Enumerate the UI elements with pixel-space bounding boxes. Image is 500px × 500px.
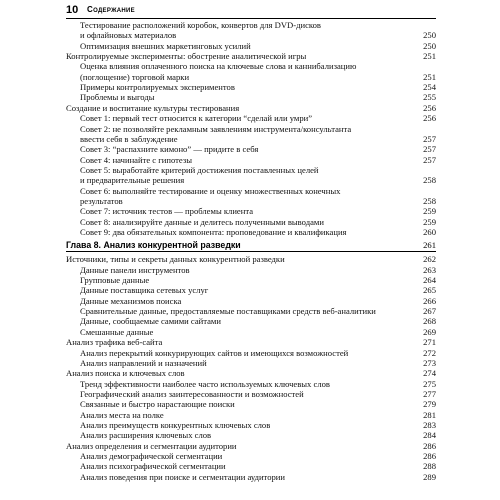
toc-entry-page: 259 bbox=[423, 216, 436, 227]
toc-entry-page: 254 bbox=[423, 82, 436, 93]
toc-entry-title: (поглощение) торговой марки bbox=[80, 71, 190, 82]
toc-entry-title: Анализ места на полке bbox=[80, 409, 164, 420]
running-title: Содержание bbox=[87, 5, 135, 14]
toc-entry-page: 260 bbox=[423, 227, 436, 237]
toc-entry-page: 279 bbox=[423, 399, 436, 410]
header-rule bbox=[66, 18, 436, 19]
toc-entry-title: Создание и воспитание культуры тестирования bbox=[66, 102, 240, 113]
toc-entry-title: Совет 3: “распахните кимоно” — придите в себя bbox=[80, 144, 259, 155]
toc-entry-page: 277 bbox=[423, 388, 436, 399]
toc-entry-page: 262 bbox=[423, 254, 436, 265]
toc-entry-title: результатов bbox=[80, 195, 123, 206]
toc-entry-page: 258 bbox=[423, 175, 436, 186]
toc-entry-title: Анализ перекрытий конкурирующих сайтов и имеющихся возможностей bbox=[80, 347, 349, 358]
toc-entry-page: 256 bbox=[423, 113, 436, 124]
toc-entry-page: 286 bbox=[423, 451, 436, 461]
toc-entry-title: Примеры контролируемых экспериментов bbox=[80, 82, 235, 93]
toc-entry-title: Оценка влияния оплаченного поиска на ключевые слова и каннибализацию bbox=[80, 61, 357, 72]
toc-entry-page: 251 bbox=[423, 51, 436, 62]
toc-entry-page: 283 bbox=[423, 419, 436, 430]
toc-entry-page: 264 bbox=[423, 275, 436, 286]
toc-entry-title: Совет 9: два обязательных компонента: проповедование и квалификация bbox=[80, 227, 347, 237]
page-number: 10 bbox=[66, 4, 79, 16]
chapter-rule bbox=[66, 251, 436, 252]
toc-entry-page: 272 bbox=[423, 347, 436, 358]
toc-entry-page: 251 bbox=[423, 71, 436, 82]
toc-entry-title: Анализ направлений и назначений bbox=[80, 357, 207, 368]
toc-entry-title: Совет 6: выполняйте тестирование и оценку множественных конечных bbox=[80, 185, 341, 196]
toc-entry-page: 255 bbox=[423, 92, 436, 103]
toc-entry-title: Анализ поиска и ключевых слов bbox=[66, 368, 185, 379]
toc-entry-title: Анализ поведения при поиске и сегментации аудитории bbox=[80, 471, 285, 482]
toc-entry-title: Групповые данные bbox=[80, 275, 150, 286]
toc-entry-page: 265 bbox=[423, 285, 436, 296]
toc-entry-title: Совет 1: первый тест относится к категории “сделай или умри” bbox=[80, 113, 313, 124]
toc-entry-title: и предварительные решения bbox=[80, 175, 185, 186]
toc-entry-title: Данные механизмов поиска bbox=[80, 295, 182, 306]
toc-entry-title: Анализ психографической сегментации bbox=[80, 461, 226, 472]
toc-entry-title: Источники, типы и секреты данных конкурентной разведки bbox=[66, 254, 285, 265]
chapter-title: Глава 8. Анализ конкурентной разведки bbox=[66, 240, 241, 251]
toc-entry-page: 250 bbox=[423, 40, 436, 51]
toc-entry-title: Совет 4: начинайте с гипотезы bbox=[80, 154, 193, 165]
toc-entry-page: 250 bbox=[423, 30, 436, 41]
toc-entry-page: 289 bbox=[423, 471, 436, 482]
toc-entry-title: Связанные и быстро нарастающие поиски bbox=[80, 399, 235, 410]
toc-entry-page: 274 bbox=[423, 368, 436, 379]
toc-entry-page: 257 bbox=[423, 144, 436, 155]
toc-entry-title: Анализ расширения ключевых слов bbox=[80, 430, 212, 441]
toc-entry-title: Проблемы и выгоды bbox=[80, 92, 155, 103]
toc-entry-page: 273 bbox=[423, 357, 436, 368]
toc-entry-title: Данные панели инструментов bbox=[80, 264, 190, 275]
toc-entry-title: Сравнительные данные, предоставляемые поставщиками средств веб-аналитики bbox=[80, 306, 376, 317]
toc-entry-page: 275 bbox=[423, 378, 436, 389]
toc-entry-page: 284 bbox=[423, 430, 436, 441]
toc-entry-page: 288 bbox=[423, 461, 436, 472]
toc-entry-title: Анализ трафика веб-сайта bbox=[66, 337, 163, 348]
toc-entry-title: Совет 2: не позволяйте рекламным заявлениям инструмента/консультанта bbox=[80, 123, 352, 134]
toc-entry-page: 269 bbox=[423, 326, 436, 337]
toc-entry-page: 268 bbox=[423, 316, 436, 327]
toc-entry-title: ввести себя в заблуждение bbox=[80, 133, 178, 144]
chapter-page: 261 bbox=[423, 240, 436, 251]
toc-entry-page: 263 bbox=[423, 264, 436, 275]
toc-entry-title: Совет 5: выработайте критерий достижения поставленных целей bbox=[80, 164, 319, 175]
running-header bbox=[66, 3, 436, 17]
toc-entry-title: Оптимизация внешних маркетинговых усилий bbox=[80, 40, 251, 51]
toc-entry-page: 271 bbox=[423, 337, 436, 348]
toc-entry-page: 257 bbox=[423, 154, 436, 165]
toc-entry-title: Совет 8: анализируйте данные и делитесь полученными выводами bbox=[80, 216, 324, 227]
toc-entry-title: Анализ демографической сегментации bbox=[80, 451, 223, 461]
toc-entry-page: 258 bbox=[423, 195, 436, 206]
toc-entry-page: 286 bbox=[423, 440, 436, 451]
toc-entry-title: Тренд эффективности наиболее часто используемых ключевых слов bbox=[80, 378, 330, 389]
toc-entry-page: 266 bbox=[423, 295, 436, 306]
toc-entry-title: и офлайновых материалов bbox=[80, 30, 177, 41]
toc-entry-title: Данные поставщика сетевых услуг bbox=[80, 285, 209, 296]
toc-entry-page: 259 bbox=[423, 206, 436, 217]
toc-entry-title: Совет 7: источник тестов — проблемы клиента bbox=[80, 206, 254, 217]
toc-entry-title: Тестирование расположений коробок, конвертов для DVD-дисков bbox=[80, 20, 321, 30]
toc-entry-title: Данные, сообщаемые самими сайтами bbox=[80, 316, 221, 327]
toc-entry-title: Контролируемые эксперименты: обострение аналитической игры bbox=[66, 51, 307, 62]
toc-entry-page: 256 bbox=[423, 102, 436, 113]
toc-entry-title: Географический анализ заинтересованности и возможностей bbox=[80, 388, 304, 399]
toc-entry-title: Смешанные данные bbox=[80, 326, 154, 337]
toc-entry-page: 281 bbox=[423, 409, 436, 420]
toc-entry-title: Анализ преимуществ конкурентных ключевых слов bbox=[80, 419, 271, 430]
toc-entry-page: 267 bbox=[423, 306, 436, 317]
toc-entry-page: 257 bbox=[423, 133, 436, 144]
toc-entry-title: Анализ определения и сегментации аудитории bbox=[66, 440, 237, 451]
